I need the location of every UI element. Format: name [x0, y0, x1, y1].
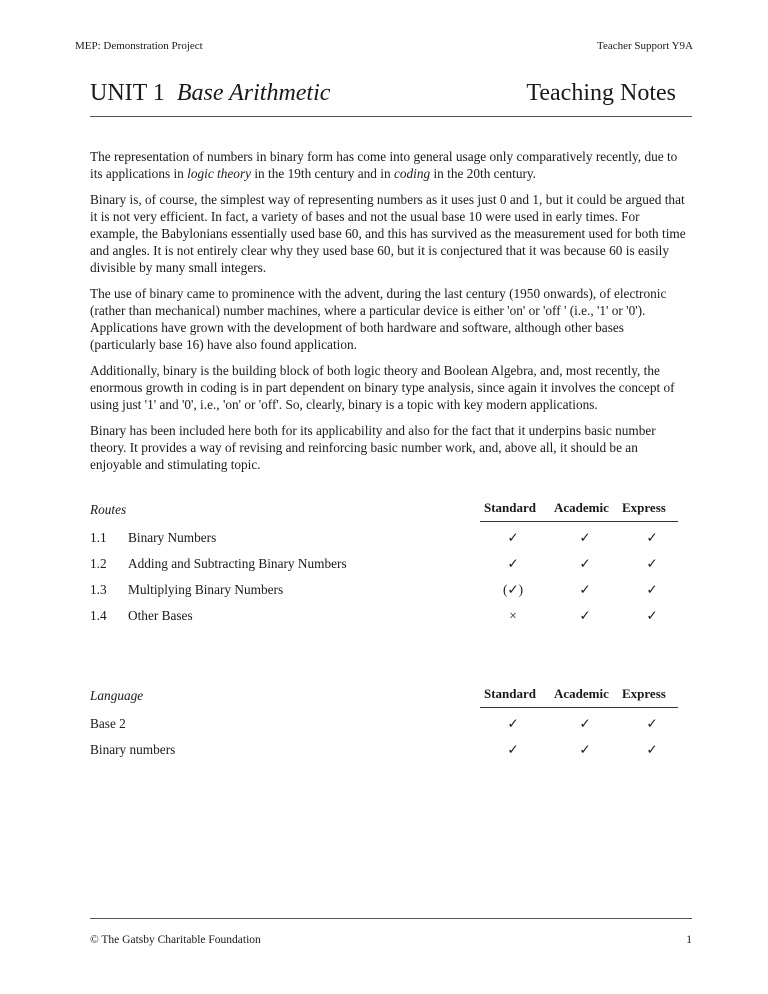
routes-header-rule: [480, 521, 678, 522]
route-number: 1.4: [90, 608, 107, 623]
mark-academic: ✓: [579, 556, 591, 571]
route-number: 1.3: [90, 582, 107, 597]
term-name: Base 2: [90, 716, 126, 731]
language-label: Language: [90, 688, 144, 703]
mark-academic: ✓: [579, 530, 591, 545]
language-col-academic: Academic: [554, 686, 609, 701]
emphasis-logic-theory: logic theory: [187, 166, 252, 181]
mark-express: ✓: [646, 608, 658, 623]
route-name: Adding and Subtracting Binary Numbers: [128, 556, 347, 571]
route-number: 1.1: [90, 530, 107, 545]
language-col-standard: Standard: [484, 686, 537, 701]
route-name: Other Bases: [128, 608, 193, 623]
mark-standard: ×: [509, 608, 517, 623]
paragraph-5: Binary has been included here both for its applicability and also for the fact that it underpins basic number theory. It provides a way of revising and reinforcing basic number work, and, above all, it should be an enjoyable and stimulating topic.: [90, 423, 656, 472]
paragraph-2: Binary is, of course, the simplest way of representing numbers as it uses just 0 and 1, but it could be argued that it is not very efficient. In fact, a variety of bases and not the usual base 10 were used in early times. For example, the Babylonians essentially used base 60, and this has survived as the measurement used for both time and angles. It is not entirely clear why they used base 60, but it is conjectured that it was because 60 is easily divisible by many small integers.: [90, 192, 686, 275]
mark-academic: ✓: [579, 716, 591, 731]
route-number: 1.2: [90, 556, 107, 571]
routes-col-express: Express: [622, 500, 666, 515]
route-name: Binary Numbers: [128, 530, 217, 545]
mark-standard: (✓): [503, 582, 523, 597]
language-header-rule: [480, 707, 678, 708]
unit-number: UNIT 1: [90, 80, 165, 106]
route-name: Multiplying Binary Numbers: [128, 582, 284, 597]
intro-text: [90, 148, 690, 482]
term-name: Binary numbers: [90, 742, 176, 757]
mark-academic: ✓: [579, 742, 591, 757]
paragraph-1: The representation of numbers in binary form has come into general usage only comparatively recently, due to its applications in logic theory in the 19th century and in coding in the 20th century.: [90, 149, 678, 181]
routes-col-standard: Standard: [484, 500, 537, 515]
running-header-left: MEP: Demonstration Project: [75, 40, 203, 52]
mark-express: ✓: [646, 530, 658, 545]
mark-standard: ✓: [507, 530, 519, 545]
mark-express: ✓: [646, 582, 658, 597]
mark-express: ✓: [646, 556, 658, 571]
mark-standard: ✓: [507, 556, 519, 571]
mark-academic: ✓: [579, 582, 591, 597]
unit-title: [90, 80, 330, 107]
teaching-notes-heading: Teaching Notes: [526, 80, 676, 106]
footer-copyright: © The Gatsby Charitable Foundation: [90, 934, 261, 946]
routes-table: [0, 500, 768, 630]
running-header-right: Teacher Support Y9A: [597, 40, 693, 52]
footer-rule: [90, 918, 692, 919]
paragraph-4: Additionally, binary is the building block of both logic theory and Boolean Algebra, and, most recently, the enormous growth in coding is in part dependent on binary type analysis, since again it involves the concept of using just '1' and '0', i.e., 'on' or 'off'. So, clearly, binary is a topic with key modern applications.: [90, 363, 675, 412]
language-table: [0, 686, 768, 766]
mark-express: ✓: [646, 742, 658, 757]
unit-topic: Base Arithmetic: [176, 80, 331, 106]
paragraph-3: The use of binary came to prominence with the advent, during the last century (1950 onwards), of electronic (rather than mechanical) number machines, where a particular device is either 'on' or 'off ' (i.e., '1' or '0'). Applications have grown with the development of both hardware and software, although other bases (particularly base 16) have also found application.: [90, 286, 667, 352]
routes-label: Routes: [90, 502, 127, 517]
mark-standard: ✓: [507, 742, 519, 757]
mark-express: ✓: [646, 716, 658, 731]
routes-col-academic: Academic: [554, 500, 609, 515]
mark-standard: ✓: [507, 716, 519, 731]
mark-academic: ✓: [579, 608, 591, 623]
language-col-express: Express: [622, 686, 666, 701]
page-number: 1: [686, 934, 692, 946]
emphasis-coding: coding: [393, 166, 431, 181]
title-rule: [90, 116, 692, 117]
